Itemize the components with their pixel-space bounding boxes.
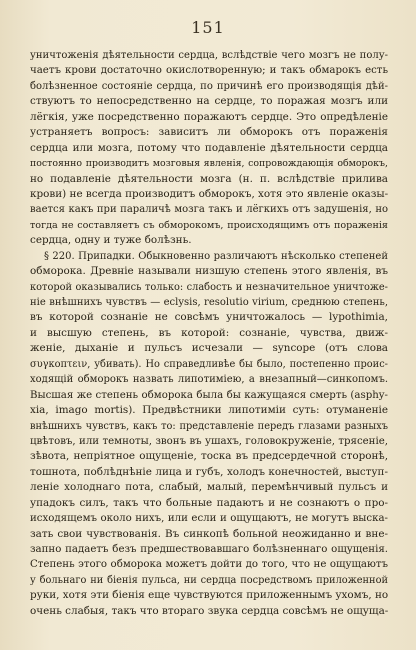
text-line: которой оказывались только: слабость и незначительное уничтоже-	[30, 281, 388, 293]
text-line: у больнаго ни біенія пульса, ни сердца посредствомъ приложенной	[30, 574, 388, 586]
page-number: 151	[191, 18, 225, 37]
text-line: ствуютъ то непосредственно на сердце, то поражая мозгъ или	[30, 95, 388, 108]
text-line: женіе, дыханіе и пульсъ исчезали — syncope (отъ слова	[30, 342, 388, 355]
text-line: въ которой сознаніе не совсѣмъ уничтожалось — lypothimia,	[30, 311, 388, 324]
text-line: лёгкія, уже посредственно поражаютъ сердце. Это опредѣленіе	[30, 110, 388, 123]
text-line: тогда не составляетъ съ обморокомъ, происходящимъ отъ пораженія	[30, 219, 388, 231]
text-line: вается какъ при параличѣ мозга такъ и лёгкихъ отъ задушенія, но	[30, 204, 388, 216]
text-line: συγκοπτειν, убивать). Но справедливѣе бы было, постепенно проис-	[30, 358, 388, 370]
body-text	[30, 48, 388, 619]
text-line: уничтоженія дѣятельности сердца, вслѣдствіе чего мозгъ не полу-	[30, 50, 388, 61]
text-line: чаетъ крови достаточно окислотворенную; и такъ обмарокъ есть	[30, 65, 388, 77]
text-line: но подавленіе дѣятельности мозга (н. п. вслѣдствіе прилива	[30, 172, 388, 185]
text-line: леніе холоднаго пота, слабый, малый, перемѣнчивый пульсъ и	[30, 481, 388, 494]
text-line: § 220. Припадки. Обыкновенно различаютъ нѣсколько степеней	[44, 250, 388, 262]
text-line: и высшую степень, въ которой: сознаніе, чувства, движ-	[30, 326, 388, 339]
text-line: внѣшнихъ чувствъ, какъ то: представленіе передъ глазами разныхъ	[30, 420, 388, 432]
text-line: руки, хотя эти біенія еще чувствуются приложеннымъ ухомъ, но	[30, 589, 388, 602]
text-line: болѣзненное состояніе сердца, по причинѣ его производящія дѣй-	[30, 80, 388, 92]
text-line: ніе внѣшнихъ чувствъ — eclysis, resolutio virium, среднюю степень,	[30, 297, 388, 308]
text-line: устраняетъ вопросъ: зависитъ ли обморокъ отъ пораженія	[30, 126, 388, 139]
text-line: Степень этого обморока можетъ дойти до того, что не ощущаютъ	[30, 559, 388, 571]
text-line: сердца или мозга, потому что подавленіе дѣятельности сердца	[30, 141, 388, 154]
text-line: крови) не всегда производитъ обморокъ, хотя это явленіе оказы-	[30, 187, 388, 200]
text-line: упадокъ силъ, такъ что больные падаютъ и не сознаютъ о про-	[30, 496, 388, 509]
text-line: тошнота, поблѣднѣніе лица и губъ, холодъ конечностей, выступ-	[30, 465, 388, 478]
text-line: обморока. Древніе называли низшую степень этого явленія, въ	[30, 265, 388, 278]
text-line: ходящій обморокъ назвать липотиміею, а внезапный—синкопомъ.	[30, 374, 388, 386]
text-line: постоянно производитъ мозговыя явленія, сопровождающія обморокъ,	[30, 158, 388, 170]
text-line: запно падаетъ безъ предшествовавшаго болѣзненнаго ощущенія.	[30, 544, 388, 555]
text-line: цвѣтовъ, или темноты, звонъ въ ушахъ, головокруженіе, трясеніе,	[30, 435, 388, 447]
text-line: Высшая же степень обморока была бы кажущаяся смерть (asphy-	[30, 389, 388, 401]
text-line: xia, imago mortis). Предвѣстники липотиміи суть: отуманеніе	[30, 404, 388, 417]
text-line: очень слабыя, такъ что втораго звука сердца совсѣмъ не ощуща-	[30, 604, 388, 617]
text-line: исходящемъ около нихъ, или если и ощущаютъ, не могутъ выска-	[30, 513, 388, 525]
text-line: зать свои чувствованія. Въ синкопѣ больной неожиданно и вне-	[30, 527, 388, 540]
text-line: зѣвота, непріятное ощущеніе, тоска въ предсердечной сторонѣ,	[30, 450, 388, 463]
text-line: сердца, одну и туже болѣзнь.	[30, 234, 192, 247]
